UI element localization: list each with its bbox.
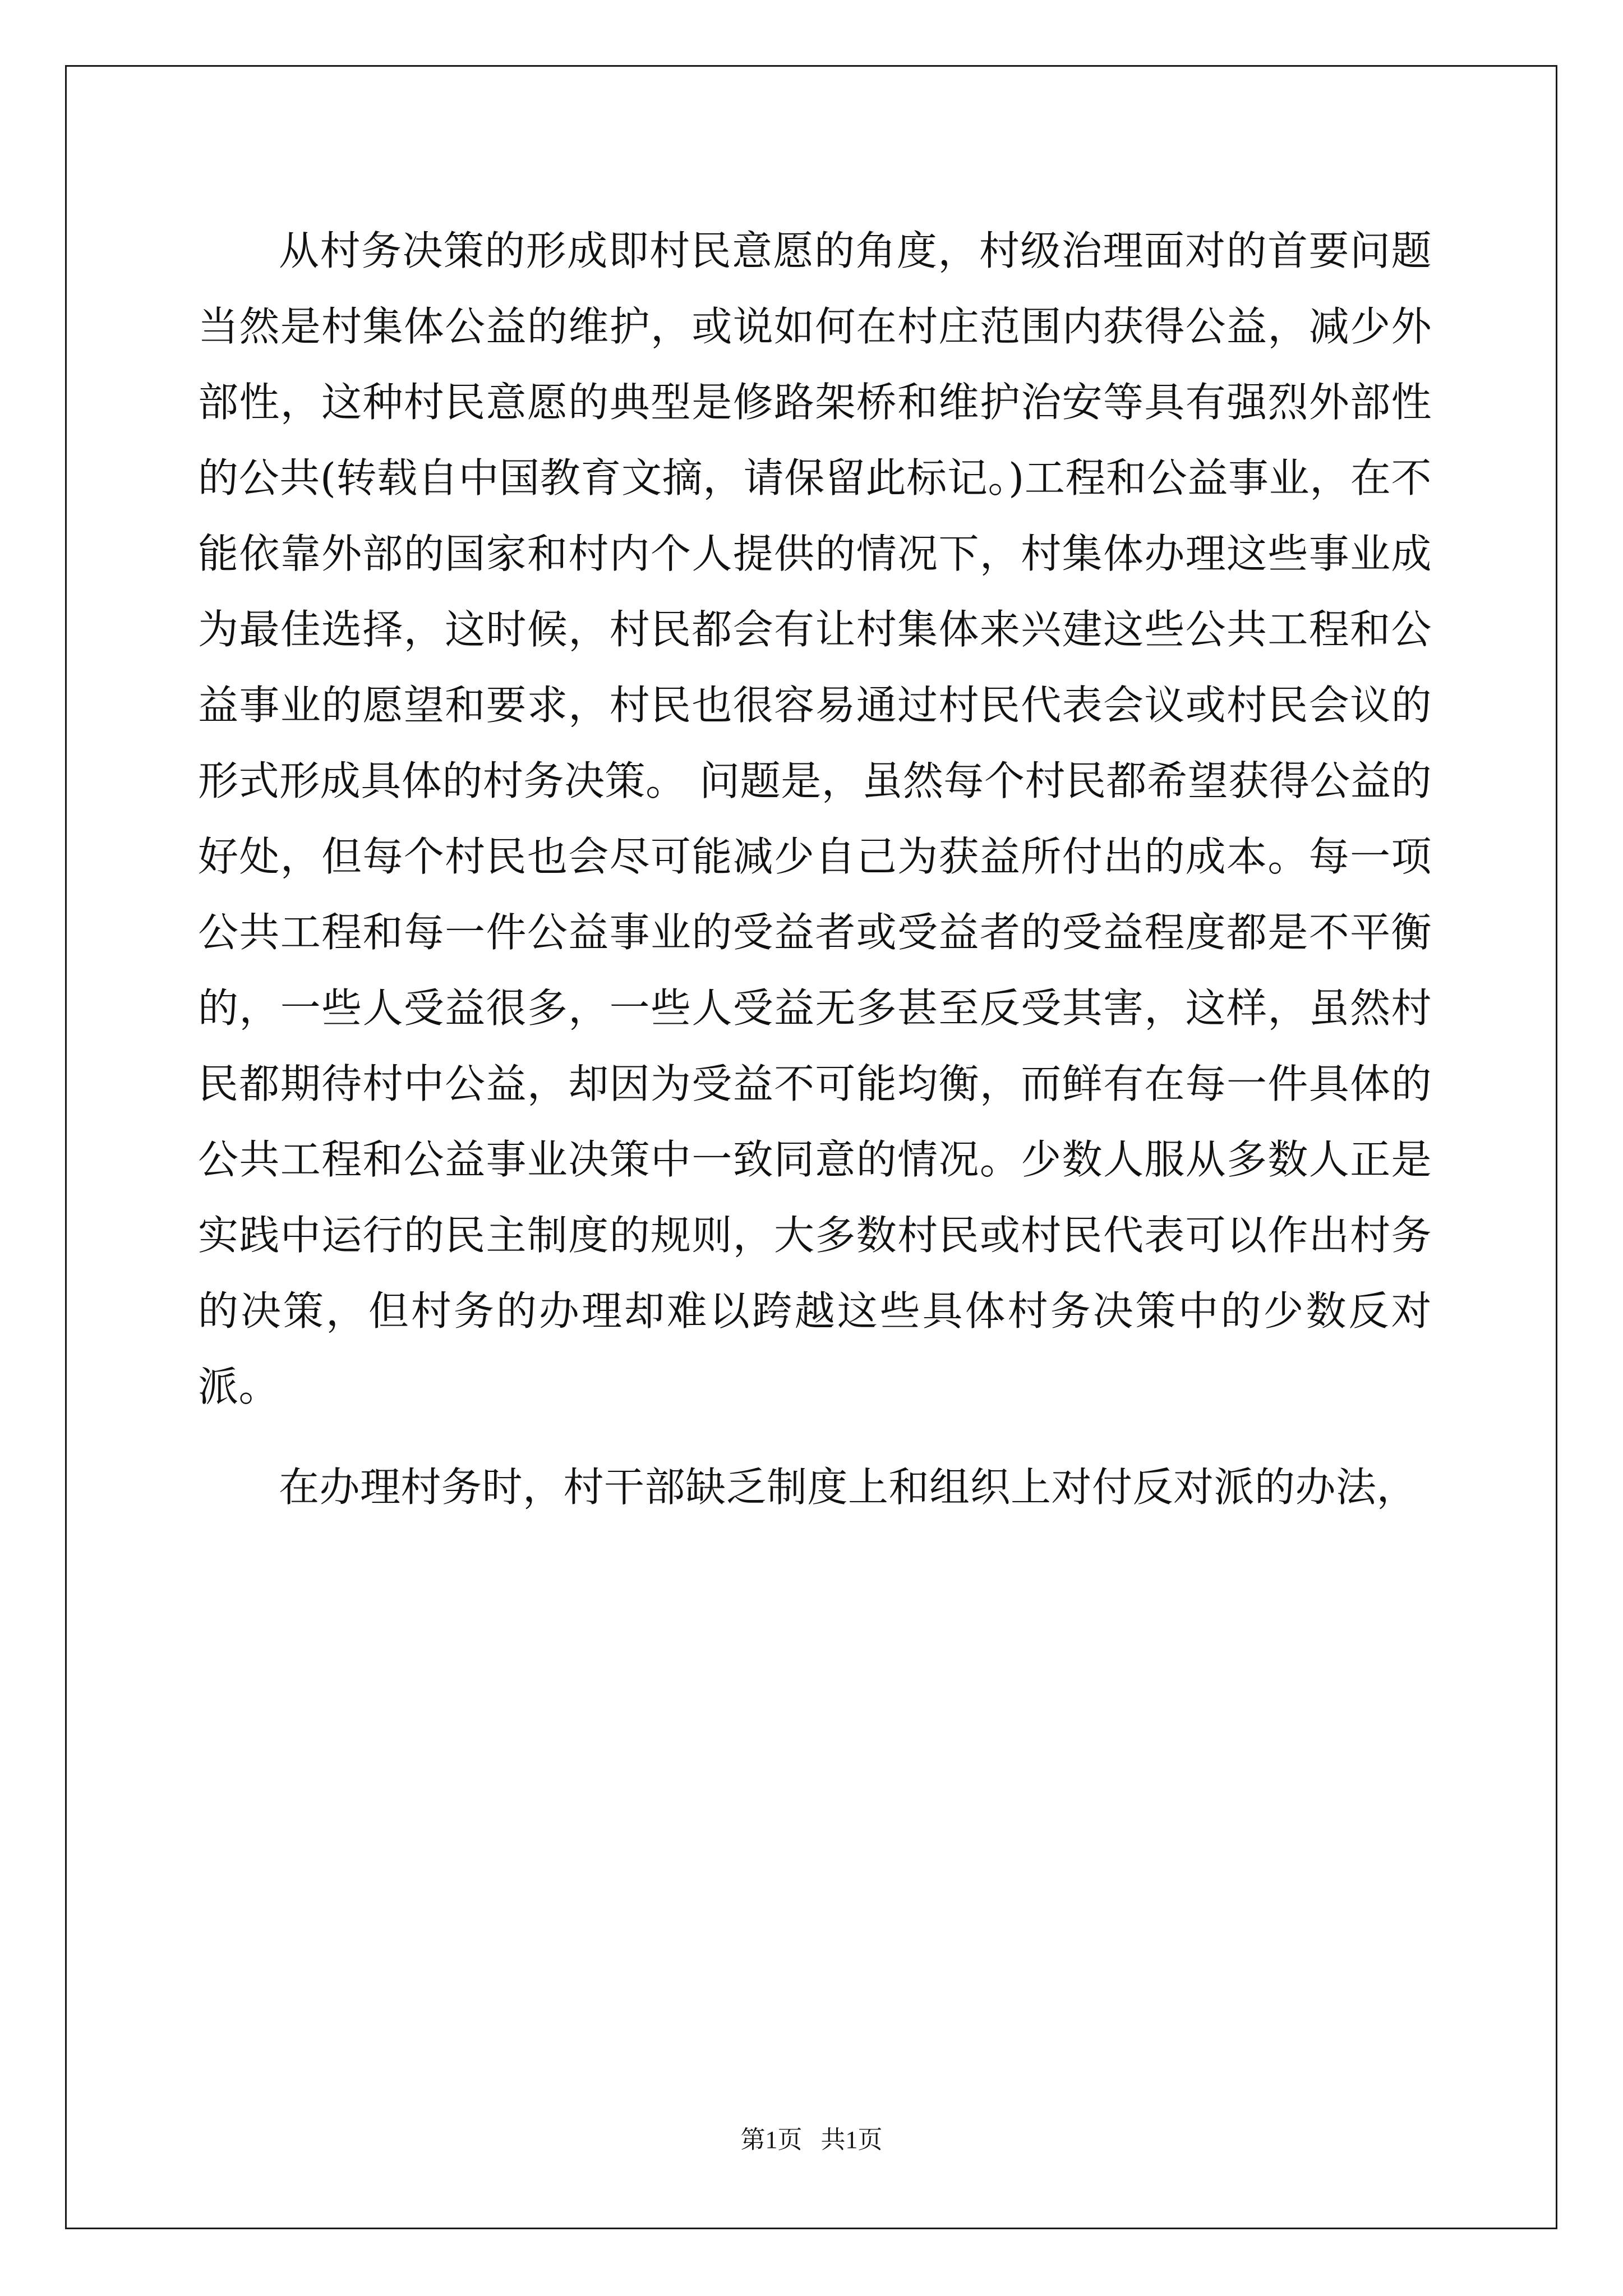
paragraph-1: 从村务决策的形成即村民意愿的角度，村级治理面对的首要问题当然是村集体公益的维护，或说如何在村庄范围内获得公益，减少外部性，这种村民意愿的典型是修路架桥和维护治安等具有强烈外部性的公共(转载自中国教育文摘，请保留此标记。)工程和公益事业，在不能依靠外部的国家和村内个人提供的情况下，村集体办理这些事业成为最佳选择，这时候，村民都会有让村集体来兴建这些公共工程和公益事业的愿望和要求，村民也很容易通过村民代表会议或村民会议的形式形成具体的村务决策。 问题是，虽然每个村民都希望获得公益的好处，但每个村民也会尽可能减少自己为获益所付出的成本。每一项公共工程和每一件公益事业的受益者或受益者的受益程度都是不平衡的，一些人受益很多，一些人受益无多甚至反受其害，这样，虽然村民都期待村中公益，却因为受益不可能均衡，而鲜有在每一件具体的公共工程和公益事业决策中一致同意的情况。少数人服从多数人正是实践中运行的民主制度的规则，大多数村民或村民代表可以作出村务的决策，但村务的办理却难以跨越这些具体村务决策中的少数反对派。 [198, 227, 1432, 1410]
paragraph-2: 在办理村务时，村干部缺乏制度上和组织上对付反对派的办法， [279, 1464, 1418, 1511]
document-body [198, 213, 1432, 1525]
page-number: 第1页 共1页 [740, 2126, 883, 2154]
